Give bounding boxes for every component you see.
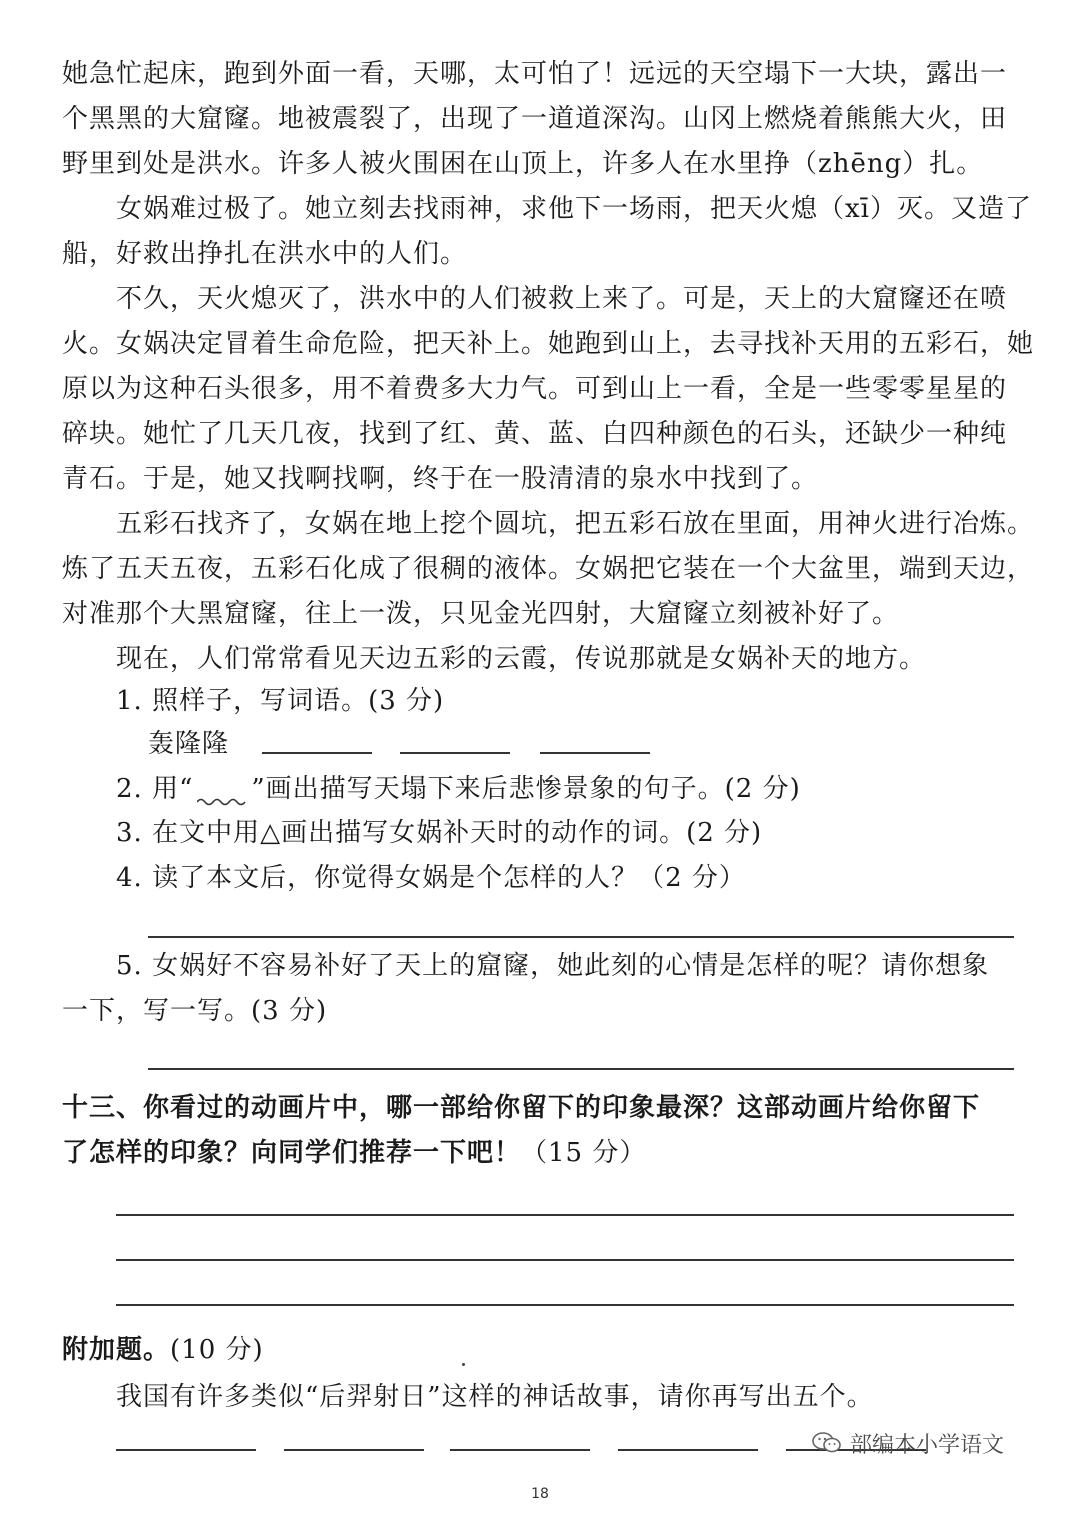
question-2 bbox=[116, 769, 1076, 809]
story-p1-line3: 野里到处是洪水。许多人被火围困在山顶上，许多人在水里挣（zhēng）扎。 bbox=[62, 149, 984, 179]
question-5-answer-line[interactable] bbox=[148, 1068, 1014, 1070]
answer-blank[interactable] bbox=[540, 752, 650, 754]
story-p2-line2: 船，好救出挣扎在洪水中的人们。 bbox=[62, 239, 468, 269]
wavy-underline-icon bbox=[193, 783, 251, 809]
question-3: 3. 在文中用△画出描写女娲补天时的动作的词。(2 分) bbox=[116, 818, 763, 848]
section-13-line1: 十三、你看过的动画片中，哪一部给你留下的印象最深？这部动画片给你留下 bbox=[62, 1093, 981, 1123]
question-5-line1: 5. 女娲好不容易补好了天上的窟窿，她此刻的心情是怎样的呢？请你想象 bbox=[116, 951, 990, 981]
story-p5: 现在，人们常常看见天边五彩的云霞，传说那就是女娲补天的地方。 bbox=[116, 644, 927, 674]
answer-blank[interactable] bbox=[284, 1449, 424, 1451]
story-p3-line2: 火。女娲决定冒着生命危险，把天补上。她跑到山上，去寻找补天用的五彩石，她 bbox=[62, 329, 1035, 359]
answer-blank[interactable] bbox=[618, 1449, 758, 1451]
story-p3-line4: 碎块。她忙了几天几夜，找到了红、黄、蓝、白四种颜色的石头，还缺少一种纯 bbox=[62, 419, 1008, 449]
page-number: 18 bbox=[531, 1486, 549, 1502]
watermark-text: 部编本小学语文 bbox=[850, 1432, 1005, 1458]
story-p2-line1: 女娲难过极了。她立刻去找雨神，求他下一场雨，把天火熄（xī）灭。又造了 bbox=[116, 194, 1032, 224]
answer-blank[interactable] bbox=[450, 1449, 590, 1451]
story-p1-line1: 她急忙起床，跑到外面一看，天哪，太可怕了！远远的天空塌下一大块，露出一 bbox=[62, 59, 1008, 89]
story-p3-line1: 不久，天火熄灭了，洪水中的人们被救上来了。可是，天上的大窟窿还在喷 bbox=[116, 284, 1008, 314]
wechat-icon bbox=[812, 1431, 842, 1455]
scan-speck bbox=[462, 1363, 465, 1366]
bonus-score: (10 分) bbox=[170, 1335, 264, 1365]
question-4-answer-line[interactable] bbox=[148, 936, 1014, 938]
section-13-line2 bbox=[62, 1133, 1022, 1173]
answer-blank[interactable] bbox=[262, 752, 372, 754]
story-p1-line2: 个黑黑的大窟窿。地被震裂了，出现了一道道深沟。山冈上燃烧着熊熊大火，田 bbox=[62, 104, 1008, 134]
answer-blank[interactable] bbox=[116, 1449, 256, 1451]
section-13-prompt: 了怎样的印象？向同学们推荐一下吧！ bbox=[62, 1138, 522, 1168]
question-2-prefix: 2. 用“ bbox=[116, 774, 194, 804]
question-4: 4. 读了本文后，你觉得女娲是个怎样的人？（2 分） bbox=[116, 863, 746, 893]
watermark bbox=[812, 1423, 1004, 1463]
question-2-suffix: ”画出描写天塌下来后悲惨景象的句子。(2 分) bbox=[251, 774, 801, 804]
question-1: 1. 照样子，写词语。(3 分) bbox=[116, 686, 445, 716]
section-13-answer-line[interactable] bbox=[116, 1259, 1014, 1261]
story-p4-line2: 炼了五天五夜，五彩石化成了很稠的液体。女娲把它装在一个大盆里，端到天边， bbox=[62, 554, 1035, 584]
section-13-answer-line[interactable] bbox=[116, 1214, 1014, 1216]
answer-blank[interactable] bbox=[400, 752, 510, 754]
story-p4-line1: 五彩石找齐了，女娲在地上挖个圆坑，把五彩石放在里面，用神火进行冶炼。 bbox=[116, 509, 1035, 539]
section-13-answer-line[interactable] bbox=[116, 1304, 1014, 1306]
bonus-title bbox=[62, 1330, 1022, 1370]
bonus-prompt: 我国有许多类似“后羿射日”这样的神话故事，请你再写出五个。 bbox=[116, 1382, 874, 1412]
story-p3-line5: 青石。于是，她又找啊找啊，终于在一股清清的泉水中找到了。 bbox=[62, 464, 819, 494]
question-1-answer-blanks bbox=[262, 752, 682, 762]
section-13-score: （15 分） bbox=[521, 1138, 647, 1168]
story-p3-line3: 原以为这种石头很多，用不着费多大力气。可到山上一看，全是一些零零星星的 bbox=[62, 374, 1008, 404]
question-1-example: 轰隆隆 bbox=[148, 729, 230, 759]
question-5-line2: 一下，写一写。(3 分) bbox=[62, 996, 328, 1026]
bonus-label: 附加题。 bbox=[62, 1335, 171, 1365]
story-p4-line3: 对准那个大黑窟窿，往上一泼，只见金光四射，大窟窿立刻被补好了。 bbox=[62, 599, 900, 629]
